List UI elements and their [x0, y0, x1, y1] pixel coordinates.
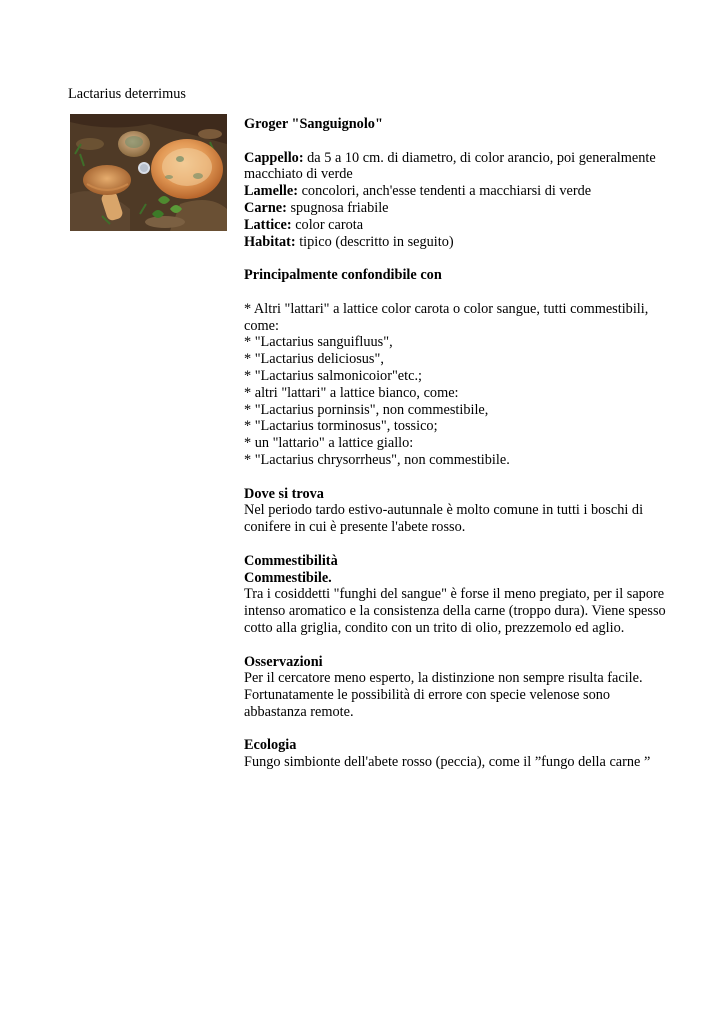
confusion-line: * Altri "lattari" a lattice color carota o color sangue, tutti commestibili, come: — [244, 300, 649, 334]
edibility-subheading: Commestibile. — [244, 569, 332, 586]
confusion-line: * "Lactarius sanguifluus", — [244, 334, 393, 351]
trait-cappello — [244, 150, 674, 184]
edibility-heading: Commestibilità — [244, 552, 338, 569]
trait-label: Habitat: — [244, 233, 296, 250]
confusion-line: * "Lactarius chrysorrheus", non commestibile. — [244, 451, 510, 468]
trait-text: color carota — [291, 216, 364, 233]
confusion-heading: Principalmente confondibile con — [244, 267, 442, 284]
article-body — [244, 116, 674, 771]
trait-carne — [244, 200, 674, 217]
confusion-line: * un "lattario" a lattice giallo: — [244, 435, 414, 452]
trait-text: tipico (descritto in seguito) — [295, 233, 454, 250]
ecology-text: Fungo simbionte dell'abete rosso (peccia), come il ”fungo della carne ” — [244, 754, 651, 771]
confusion-line: * "Lactarius porninsis", non commestibile, — [244, 401, 489, 418]
trait-lattice — [244, 217, 674, 234]
trait-text: spugnosa friabile — [286, 199, 389, 216]
where-text: Nel periodo tardo estivo-autunnale è molto comune in tutti i boschi di conifere in cui è presente l'abete rosso. — [244, 502, 644, 536]
confusion-line: * altri "lattari" a lattice bianco, come: — [244, 384, 459, 401]
confusion-line: * "Lactarius salmonicoior"etc.; — [244, 367, 423, 384]
trait-text: concolori, anch'esse tendenti a macchiarsi di verde — [298, 183, 592, 200]
trait-label: Lamelle: — [244, 183, 298, 200]
edibility-text: Tra i cosiddetti "funghi del sangue" è forse il meno pregiato, per il sapore intenso aromatico e la consistenza della carne (troppo dura). Viene spesso cotto alla griglia, condito con un trito di olio, prezzemolo ed aglio. — [244, 586, 666, 636]
page-title: Lactarius deterrimus — [68, 86, 186, 102]
trait-text: da 5 a 10 cm. di diametro, di color arancio, poi generalmente macchiato di verde — [244, 149, 656, 183]
mushroom-photo — [70, 114, 227, 231]
ecology-heading: Ecologia — [244, 737, 297, 754]
confusion-line: * "Lactarius deliciosus", — [244, 351, 384, 368]
observations-heading: Osservazioni — [244, 653, 323, 670]
trait-label: Lattice: — [244, 216, 292, 233]
common-name: Groger "Sanguignolo" — [244, 116, 383, 132]
trait-label: Carne: — [244, 199, 287, 216]
confusion-line: * "Lactarius torminosus", tossico; — [244, 418, 438, 435]
trait-habitat — [244, 234, 674, 251]
trait-label: Cappello: — [244, 149, 304, 166]
observations-text: Per il cercatore meno esperto, la distinzione non sempre risulta facile. Fortunatamente le possibilità di errore con specie velenose sono abbastanza remote. — [244, 670, 643, 720]
trait-lamelle — [244, 183, 674, 200]
where-heading: Dove si trova — [244, 485, 324, 502]
